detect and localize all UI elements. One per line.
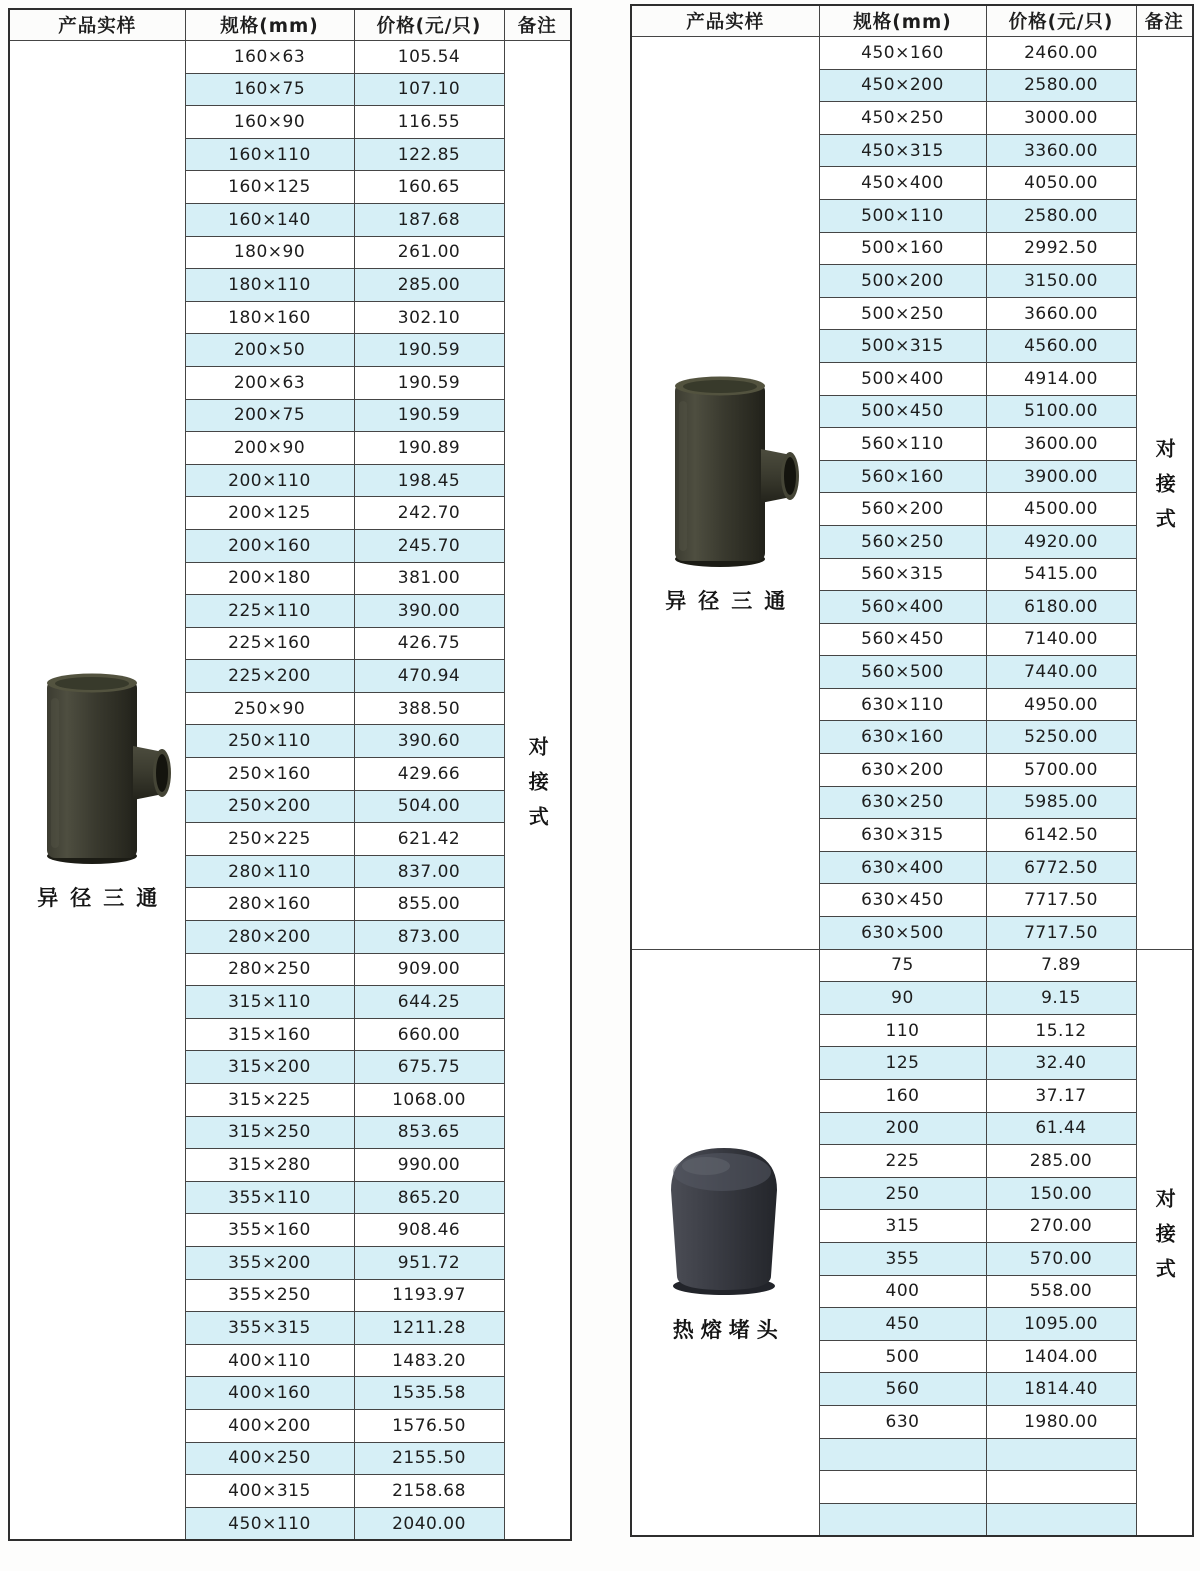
spec-cell: 225×160 [185, 627, 354, 660]
product-sample-cell [631, 949, 819, 1536]
price-cell: 15.12 [986, 1014, 1136, 1047]
price-cell: 3000.00 [986, 102, 1136, 135]
spec-cell: 355×160 [185, 1214, 354, 1247]
price-cell: 470.94 [354, 660, 504, 693]
spec-cell [819, 1438, 986, 1471]
price-cell: 2158.68 [354, 1475, 504, 1508]
spec-cell [819, 1471, 986, 1504]
price-cell [986, 1503, 1136, 1536]
spec-cell: 500×450 [819, 395, 986, 428]
price-cell: 1404.00 [986, 1340, 1136, 1373]
price-cell: 675.75 [354, 1051, 504, 1084]
column-header: 备注 [504, 9, 571, 41]
spec-cell: 500×315 [819, 330, 986, 363]
spec-cell: 160×125 [185, 171, 354, 204]
spec-cell: 250×225 [185, 823, 354, 856]
spec-cell: 560×400 [819, 591, 986, 624]
spec-cell: 400×110 [185, 1344, 354, 1377]
price-cell: 3900.00 [986, 460, 1136, 493]
spec-cell: 500×250 [819, 297, 986, 330]
price-cell: 1576.50 [354, 1409, 504, 1442]
price-cell [986, 1438, 1136, 1471]
price-cell: 245.70 [354, 529, 504, 562]
remark-cell [504, 41, 571, 1541]
spec-cell: 280×250 [185, 953, 354, 986]
price-cell: 1211.28 [354, 1312, 504, 1345]
table-row [9, 41, 571, 74]
price-cell: 160.65 [354, 171, 504, 204]
spec-cell: 630×160 [819, 721, 986, 754]
column-header: 产品实样 [631, 5, 819, 37]
spec-cell: 315×280 [185, 1149, 354, 1182]
price-cell: 5415.00 [986, 558, 1136, 591]
price-cell: 4050.00 [986, 167, 1136, 200]
spec-cell: 250×160 [185, 758, 354, 791]
price-cell: 3600.00 [986, 428, 1136, 461]
spec-cell: 500×110 [819, 199, 986, 232]
product-sample-cell [9, 41, 185, 1541]
price-cell: 5100.00 [986, 395, 1136, 428]
spec-cell: 225×200 [185, 660, 354, 693]
price-cell: 198.45 [354, 464, 504, 497]
header-row [631, 5, 1193, 37]
spec-cell: 630×200 [819, 754, 986, 787]
spec-cell: 315×200 [185, 1051, 354, 1084]
price-cell: 6772.50 [986, 851, 1136, 884]
price-cell: 5250.00 [986, 721, 1136, 754]
price-cell: 644.25 [354, 986, 504, 1019]
price-cell: 261.00 [354, 236, 504, 269]
remark-cell [1136, 949, 1193, 1536]
price-cell: 7140.00 [986, 623, 1136, 656]
spec-cell: 160 [819, 1080, 986, 1113]
price-cell: 1980.00 [986, 1405, 1136, 1438]
spec-cell: 200×90 [185, 432, 354, 465]
price-cell: 908.46 [354, 1214, 504, 1247]
spec-cell: 180×110 [185, 269, 354, 302]
spec-cell: 315×160 [185, 1018, 354, 1051]
price-cell: 4914.00 [986, 362, 1136, 395]
header-row [9, 9, 571, 41]
spec-cell: 250 [819, 1177, 986, 1210]
price-cell: 390.60 [354, 725, 504, 758]
spec-cell: 160×140 [185, 203, 354, 236]
price-cell: 388.50 [354, 692, 504, 725]
spec-cell: 355×315 [185, 1312, 354, 1345]
price-cell: 390.00 [354, 595, 504, 628]
column-header: 产品实样 [9, 9, 185, 41]
spec-cell: 400×160 [185, 1377, 354, 1410]
price-cell: 621.42 [354, 823, 504, 856]
spec-cell: 200×50 [185, 334, 354, 367]
spec-cell: 500×400 [819, 362, 986, 395]
price-cell: 122.85 [354, 138, 504, 171]
spec-cell: 250×200 [185, 790, 354, 823]
spec-cell: 450×160 [819, 37, 986, 70]
product-label: 异径三通 [37, 886, 170, 911]
spec-cell: 560×500 [819, 656, 986, 689]
column-header: 规格(mm) [185, 9, 354, 41]
price-cell: 7717.50 [986, 884, 1136, 917]
spec-cell: 200×75 [185, 399, 354, 432]
price-cell: 951.72 [354, 1246, 504, 1279]
product-label: 热熔堵头 [672, 1318, 785, 1343]
reducing-tee-image [649, 371, 801, 569]
remark-text: 对接式 [1152, 438, 1177, 544]
spec-cell: 560×200 [819, 493, 986, 526]
price-cell: 853.65 [354, 1116, 504, 1149]
spec-cell [819, 1503, 986, 1536]
spec-cell: 450×250 [819, 102, 986, 135]
price-cell: 865.20 [354, 1181, 504, 1214]
spec-cell: 560×160 [819, 460, 986, 493]
spec-cell: 315×110 [185, 986, 354, 1019]
spec-cell: 400×200 [185, 1409, 354, 1442]
price-cell: 32.40 [986, 1047, 1136, 1080]
price-cell: 242.70 [354, 497, 504, 530]
price-cell: 990.00 [354, 1149, 504, 1182]
spec-cell: 90 [819, 982, 986, 1015]
spec-cell: 200×160 [185, 529, 354, 562]
price-cell: 2040.00 [354, 1507, 504, 1540]
reducing-tee-image [21, 668, 173, 866]
price-cell: 5700.00 [986, 754, 1136, 787]
price-cell: 504.00 [354, 790, 504, 823]
price-cell: 5985.00 [986, 786, 1136, 819]
column-header: 价格(元/只) [986, 5, 1136, 37]
spec-cell: 450×400 [819, 167, 986, 200]
price-cell: 837.00 [354, 855, 504, 888]
price-cell: 190.89 [354, 432, 504, 465]
spec-cell: 500×160 [819, 232, 986, 265]
spec-cell: 560 [819, 1373, 986, 1406]
spec-cell: 450×110 [185, 1507, 354, 1540]
spec-cell: 200×63 [185, 366, 354, 399]
price-cell: 150.00 [986, 1177, 1136, 1210]
price-cell: 1535.58 [354, 1377, 504, 1410]
spec-cell: 250×90 [185, 692, 354, 725]
price-cell: 116.55 [354, 106, 504, 139]
spec-cell: 180×160 [185, 301, 354, 334]
spec-cell: 200×110 [185, 464, 354, 497]
column-header: 价格(元/只) [354, 9, 504, 41]
spec-cell: 630×250 [819, 786, 986, 819]
spec-cell: 225×110 [185, 595, 354, 628]
price-cell: 1483.20 [354, 1344, 504, 1377]
end-cap-image [654, 1140, 796, 1298]
spec-cell: 630×315 [819, 819, 986, 852]
price-cell: 381.00 [354, 562, 504, 595]
price-cell: 1095.00 [986, 1308, 1136, 1341]
spec-cell: 500 [819, 1340, 986, 1373]
price-cell: 426.75 [354, 627, 504, 660]
remark-text: 对接式 [1152, 1187, 1177, 1293]
price-cell: 190.59 [354, 366, 504, 399]
spec-cell: 160×110 [185, 138, 354, 171]
price-cell: 270.00 [986, 1210, 1136, 1243]
price-cell: 855.00 [354, 888, 504, 921]
price-cell [986, 1471, 1136, 1504]
price-cell: 7.89 [986, 949, 1136, 982]
spec-cell: 400 [819, 1275, 986, 1308]
spec-cell: 630×500 [819, 917, 986, 950]
price-cell: 2992.50 [986, 232, 1136, 265]
spec-cell: 225 [819, 1145, 986, 1178]
price-cell: 2580.00 [986, 69, 1136, 102]
spec-cell: 180×90 [185, 236, 354, 269]
table-row [631, 949, 1193, 982]
price-cell: 190.59 [354, 334, 504, 367]
price-cell: 3150.00 [986, 265, 1136, 298]
price-table-right [630, 4, 1194, 1537]
spec-cell: 450×200 [819, 69, 986, 102]
spec-cell: 560×450 [819, 623, 986, 656]
spec-cell: 315×225 [185, 1084, 354, 1117]
price-cell: 6180.00 [986, 591, 1136, 624]
price-cell: 7440.00 [986, 656, 1136, 689]
price-cell: 1068.00 [354, 1084, 504, 1117]
price-cell: 37.17 [986, 1080, 1136, 1113]
spec-cell: 315 [819, 1210, 986, 1243]
price-cell: 1814.40 [986, 1373, 1136, 1406]
spec-cell: 355×200 [185, 1246, 354, 1279]
price-cell: 61.44 [986, 1112, 1136, 1145]
price-cell: 302.10 [354, 301, 504, 334]
price-cell: 6142.50 [986, 819, 1136, 852]
spec-cell: 280×160 [185, 888, 354, 921]
spec-cell: 630×400 [819, 851, 986, 884]
price-cell: 105.54 [354, 41, 504, 74]
price-cell: 4950.00 [986, 688, 1136, 721]
spec-cell: 560×250 [819, 525, 986, 558]
spec-cell: 200×180 [185, 562, 354, 595]
price-cell: 4920.00 [986, 525, 1136, 558]
price-cell: 285.00 [986, 1145, 1136, 1178]
column-header: 备注 [1136, 5, 1193, 37]
price-cell: 1193.97 [354, 1279, 504, 1312]
product-label: 异径三通 [665, 588, 798, 613]
spec-cell: 200 [819, 1112, 986, 1145]
spec-cell: 450×315 [819, 134, 986, 167]
spec-cell: 400×315 [185, 1475, 354, 1508]
column-header: 规格(mm) [819, 5, 986, 37]
spec-cell: 280×110 [185, 855, 354, 888]
price-cell: 190.59 [354, 399, 504, 432]
spec-cell: 160×63 [185, 41, 354, 74]
price-cell: 558.00 [986, 1275, 1136, 1308]
spec-cell: 280×200 [185, 921, 354, 954]
spec-cell: 160×90 [185, 106, 354, 139]
spec-cell: 450 [819, 1308, 986, 1341]
price-table-left [8, 8, 572, 1541]
price-cell: 4500.00 [986, 493, 1136, 526]
price-cell: 2155.50 [354, 1442, 504, 1475]
remark-text: 对接式 [525, 735, 550, 841]
price-cell: 3360.00 [986, 134, 1136, 167]
spec-cell: 75 [819, 949, 986, 982]
spec-cell: 355×110 [185, 1181, 354, 1214]
spec-cell: 355×250 [185, 1279, 354, 1312]
price-cell: 429.66 [354, 758, 504, 791]
spec-cell: 630×450 [819, 884, 986, 917]
price-cell: 9.15 [986, 982, 1136, 1015]
spec-cell: 560×315 [819, 558, 986, 591]
price-cell: 2460.00 [986, 37, 1136, 70]
spec-cell: 110 [819, 1014, 986, 1047]
spec-cell: 630 [819, 1405, 986, 1438]
price-cell: 4560.00 [986, 330, 1136, 363]
price-cell: 660.00 [354, 1018, 504, 1051]
spec-cell: 500×200 [819, 265, 986, 298]
price-cell: 7717.50 [986, 917, 1136, 950]
price-cell: 873.00 [354, 921, 504, 954]
spec-cell: 355 [819, 1242, 986, 1275]
price-cell: 285.00 [354, 269, 504, 302]
price-cell: 107.10 [354, 73, 504, 106]
spec-cell: 200×125 [185, 497, 354, 530]
price-cell: 2580.00 [986, 199, 1136, 232]
spec-cell: 400×250 [185, 1442, 354, 1475]
spec-cell: 560×110 [819, 428, 986, 461]
spec-cell: 630×110 [819, 688, 986, 721]
price-cell: 187.68 [354, 203, 504, 236]
remark-cell [1136, 37, 1193, 950]
table-row [631, 37, 1193, 70]
price-cell: 3660.00 [986, 297, 1136, 330]
spec-cell: 315×250 [185, 1116, 354, 1149]
spec-cell: 125 [819, 1047, 986, 1080]
spec-cell: 250×110 [185, 725, 354, 758]
price-cell: 570.00 [986, 1242, 1136, 1275]
price-cell: 909.00 [354, 953, 504, 986]
spec-cell: 160×75 [185, 73, 354, 106]
product-sample-cell [631, 37, 819, 950]
